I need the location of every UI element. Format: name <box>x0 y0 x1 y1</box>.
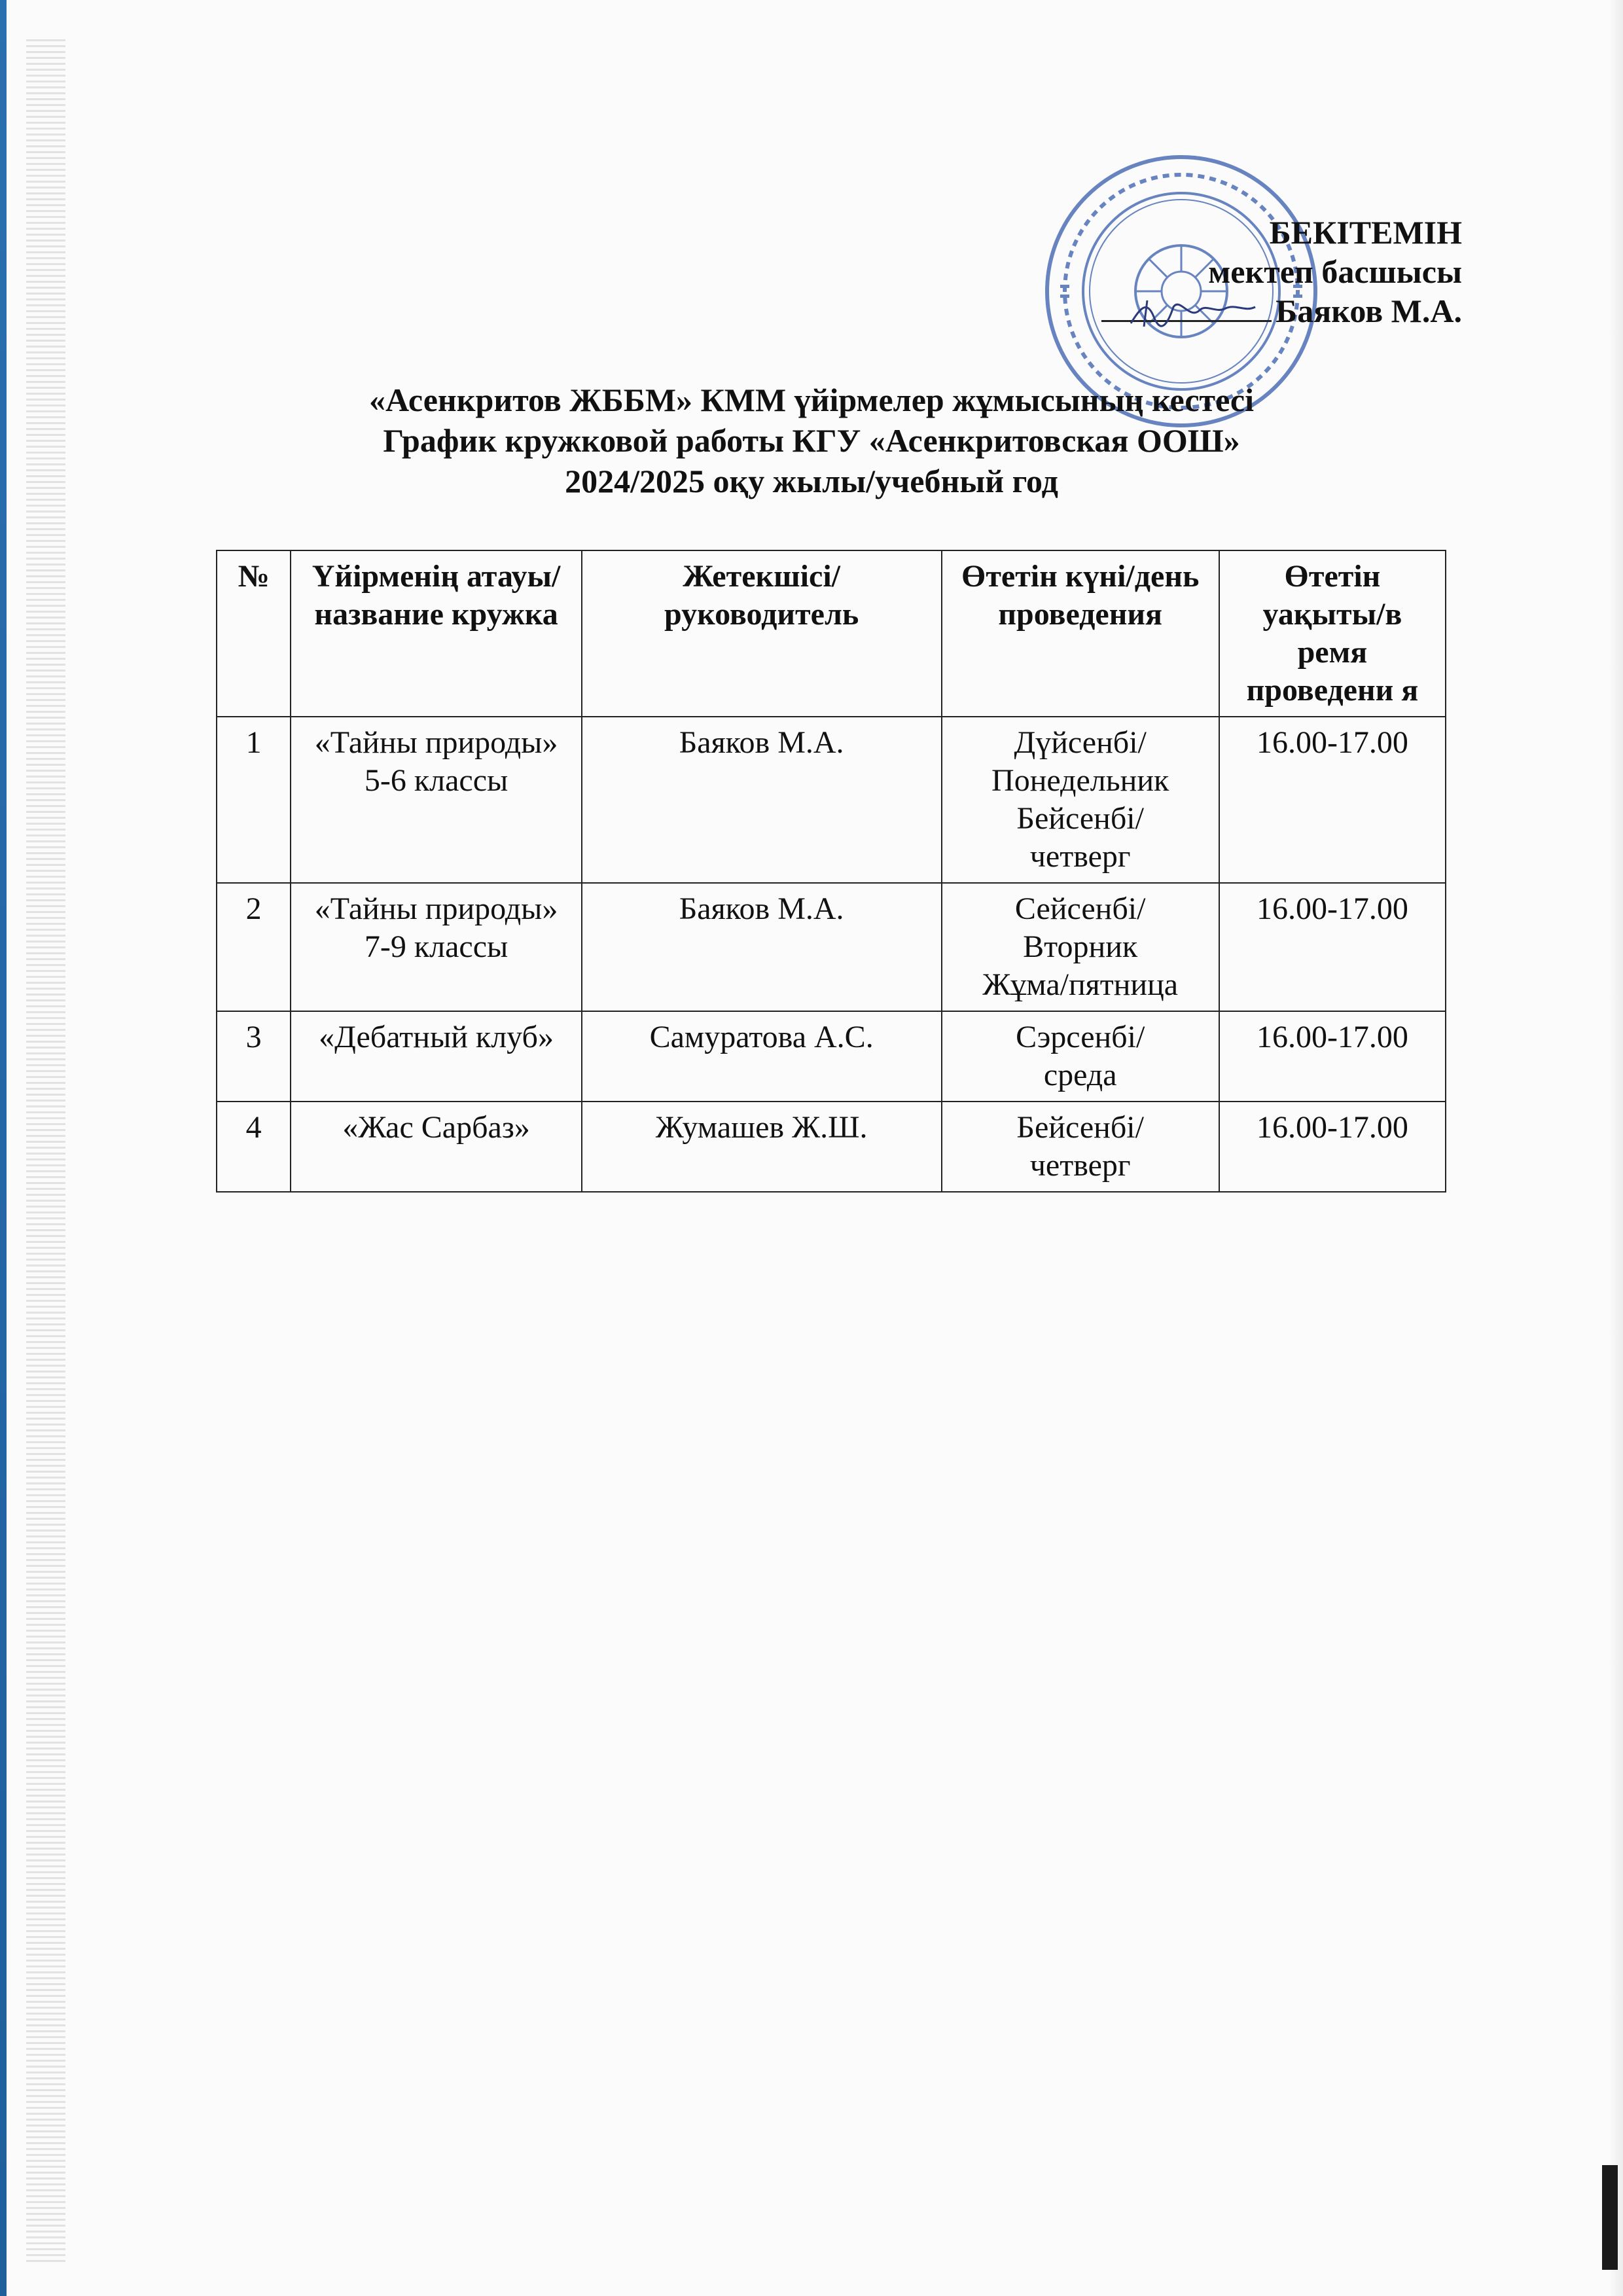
circle-title: «Тайны природы» <box>314 725 558 760</box>
approval-block <box>1101 213 1462 331</box>
cell-day <box>942 883 1219 1011</box>
cell-time: 16.00-17.00 <box>1219 1011 1446 1102</box>
cell-num: 2 <box>217 883 291 1011</box>
table-row <box>217 1011 1446 1102</box>
cell-leader: Баяков М.А. <box>582 883 942 1011</box>
cell-day <box>942 717 1219 883</box>
circle-classes: 5-6 классы <box>364 763 508 798</box>
day-line: Понедельник <box>991 763 1169 798</box>
cell-circle-name <box>291 1011 581 1102</box>
heading-kazakh: «Асенкритов ЖББМ» КММ үйірмелер жұмысының кестесі <box>369 382 1254 418</box>
approver-position: мектеп басшысы <box>1208 253 1462 290</box>
approve-label: БЕКІТЕМІН <box>1269 214 1462 251</box>
table-header-row <box>217 550 1446 717</box>
day-line: Сейсенбі/ <box>1014 891 1146 926</box>
scan-edge-left <box>0 0 7 2296</box>
cell-time: 16.00-17.00 <box>1219 1102 1446 1192</box>
cell-time: 16.00-17.00 <box>1219 883 1446 1011</box>
heading-school-year: 2024/2025 оқу жылы/учебный год <box>565 463 1058 499</box>
circle-title: «Тайны природы» <box>314 891 558 926</box>
circles-schedule-table <box>216 550 1446 1193</box>
circle-title: «Дебатный клуб» <box>319 1020 554 1054</box>
day-line: четверг <box>1029 1148 1131 1183</box>
handwritten-signature-icon <box>1128 294 1258 333</box>
day-line: среда <box>1043 1058 1117 1092</box>
header-leader: Жетекшісі/ руководитель <box>582 550 942 717</box>
cell-leader: Жумашев Ж.Ш. <box>582 1102 942 1192</box>
scan-corner-mark <box>1602 2165 1618 2270</box>
header-circle-name: Үйірменің атауы/название кружка <box>291 550 581 717</box>
header-day: Өтетін күні/день проведения <box>942 550 1219 717</box>
circle-title: «Жас Сарбаз» <box>342 1110 530 1145</box>
cell-num: 1 <box>217 717 291 883</box>
cell-time: 16.00-17.00 <box>1219 717 1446 883</box>
cell-leader: Баяков М.А. <box>582 717 942 883</box>
day-line: четверг <box>1029 839 1131 874</box>
cell-day <box>942 1102 1219 1192</box>
day-line: Вторник <box>1023 929 1138 964</box>
header-time: Өтетін уақыты/в ремя проведени я <box>1219 550 1446 717</box>
day-line: Сэрсенбі/ <box>1016 1020 1145 1054</box>
cell-num: 3 <box>217 1011 291 1102</box>
header-num: № <box>217 550 291 717</box>
day-line: Жұма/пятница <box>982 967 1179 1002</box>
circle-classes: 7-9 классы <box>364 929 508 964</box>
signer-name: Баяков М.А. <box>1275 293 1462 329</box>
table-row <box>217 1102 1446 1192</box>
cell-leader: Самуратова А.С. <box>582 1011 942 1102</box>
cell-day <box>942 1011 1219 1102</box>
table-row <box>217 883 1446 1011</box>
cell-circle-name <box>291 883 581 1011</box>
document-headings <box>0 380 1623 501</box>
cell-circle-name <box>291 717 581 883</box>
cell-num: 4 <box>217 1102 291 1192</box>
day-line: Бейсенбі/ <box>1016 1110 1144 1145</box>
scan-noise-left <box>26 39 65 2265</box>
table-row <box>217 717 1446 883</box>
day-line: Дүйсенбі/ <box>1014 725 1147 760</box>
day-line: Бейсенбі/ <box>1016 801 1144 836</box>
cell-circle-name <box>291 1102 581 1192</box>
signature-line <box>1101 294 1272 322</box>
scan-edge-right <box>1609 0 1623 2296</box>
heading-russian: График кружковой работы КГУ «Асенкритовская ООШ» <box>383 422 1240 459</box>
signer-line <box>1101 291 1462 331</box>
